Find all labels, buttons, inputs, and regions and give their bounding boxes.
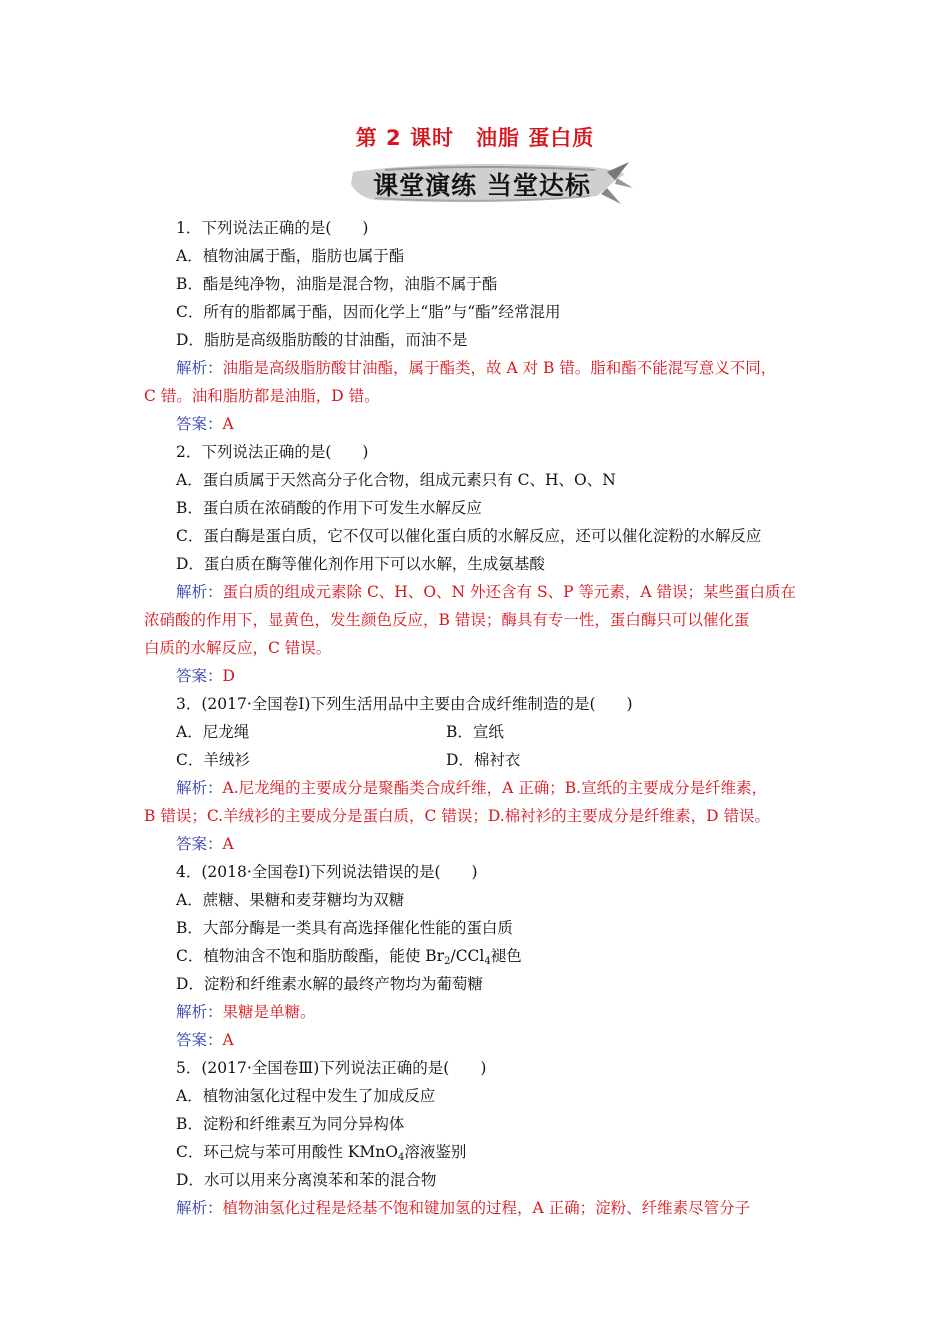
q5-option-c-text: 溶液鉴别 xyxy=(404,1143,467,1161)
subscript: 2 xyxy=(444,956,451,967)
q2-option-b: B．蛋白质在浓硝酸的作用下可发生水解反应 xyxy=(176,499,482,517)
q4-option-c-text: 褪色 xyxy=(490,947,522,965)
q2-option-d: D．蛋白质在酶等催化剂作用下可以水解，生成氨基酸 xyxy=(176,555,545,573)
section-banner-text: 课堂演练 当堂达标 xyxy=(373,171,591,200)
q5-stem: 5．(2017·全国卷Ⅲ)下列说法正确的是( ) xyxy=(176,1059,487,1077)
q5-option-d: D．水可以用来分离溴苯和苯的混合物 xyxy=(176,1171,437,1189)
analysis-label: 解析： xyxy=(176,583,223,601)
q2-analysis-cont: 浓硝酸的作用下，显黄色，发生颜色反应，B 错误；酶具有专一性，蛋白酶只可以催化蛋 xyxy=(144,611,750,629)
q3-analysis xyxy=(176,778,767,798)
q4-option-c-text: /CCl xyxy=(450,947,485,965)
q4-answer xyxy=(176,1030,234,1050)
q1-option-a: A．植物油属于酯，脂肪也属于酯 xyxy=(176,247,405,265)
q5-option-a: A．植物油氢化过程中发生了加成反应 xyxy=(176,1087,436,1105)
q4-analysis xyxy=(176,1002,316,1022)
analysis-label: 解析： xyxy=(176,1003,223,1021)
section-banner xyxy=(345,158,635,210)
answer-label: 答案： xyxy=(176,835,223,853)
q4-option-d: D．淀粉和纤维素水解的最终产物均为葡萄糖 xyxy=(176,975,483,993)
q1-answer xyxy=(176,414,234,434)
q2-analysis xyxy=(176,582,796,602)
q2-analysis-text: 蛋白质的组成元素除 C、H、O、N 外还含有 S、P 等元素，A 错误；某些蛋白质在 xyxy=(222,583,797,601)
analysis-label: 解析： xyxy=(176,779,223,797)
q1-option-d: D．脂肪是高级脂肪酸的甘油酯，而油不是 xyxy=(176,331,468,349)
subscript: 4 xyxy=(397,1152,405,1163)
q3-option-b: B．宣纸 xyxy=(446,723,504,741)
q3-option-d: D．棉衬衣 xyxy=(446,751,521,769)
q1-analysis xyxy=(176,358,776,378)
q3-analysis-text: A.尼龙绳的主要成分是聚酯类合成纤维，A 正确；B.宣纸的主要成分是纤维素， xyxy=(222,779,768,797)
q1-analysis-cont: C 错。油和脂肪都是油脂，D 错。 xyxy=(144,387,380,405)
q1-option-c: C．所有的脂都属于酯，因而化学上“脂”与“酯”经常混用 xyxy=(176,303,561,321)
q1-analysis-text: 油脂是高级脂肪酸甘油酯，属于酯类，故 A 对 B 错。脂和酯不能混写意义不同， xyxy=(222,359,777,377)
q5-analysis xyxy=(176,1198,750,1218)
q2-answer-value: D xyxy=(222,667,235,685)
q3-analysis-cont: B 错误；C.羊绒衫的主要成分是蛋白质，C 错误；D.棉衬衫的主要成分是纤维素，D 错误。 xyxy=(144,807,770,825)
analysis-label: 解析： xyxy=(176,1199,223,1217)
lesson-title: 第 2 课时 油脂 蛋白质 xyxy=(355,126,595,150)
q1-option-b: B．酯是纯净物，油脂是混合物，油脂不属于酯 xyxy=(176,275,498,293)
answer-label: 答案： xyxy=(176,415,223,433)
analysis-label: 解析： xyxy=(176,359,223,377)
q4-option-c-text: C．植物油含不饱和脂肪酸酯，能使 Br xyxy=(176,947,445,965)
q2-option-a: A．蛋白质属于天然高分子化合物，组成元素只有 C、H、O、N xyxy=(176,471,616,489)
q2-answer xyxy=(176,666,235,686)
q2-option-c: C．蛋白酶是蛋白质，它不仅可以催化蛋白质的水解反应，还可以催化淀粉的水解反应 xyxy=(176,527,762,545)
q4-analysis-text: 果糖是单糖。 xyxy=(222,1003,316,1021)
q3-option-c: C．羊绒衫 xyxy=(176,751,250,769)
q4-stem: 4．(2018·全国卷Ⅰ)下列说法错误的是( ) xyxy=(176,863,478,881)
q2-stem: 2．下列说法正确的是( ) xyxy=(176,443,369,461)
q3-answer xyxy=(176,834,234,854)
q5-option-c-text: C．环己烷与苯可用酸性 KMnO xyxy=(176,1143,398,1161)
q4-option-b: B．大部分酶是一类具有高选择催化性能的蛋白质 xyxy=(176,919,513,937)
q1-answer-value: A xyxy=(222,415,234,433)
subscript: 4 xyxy=(484,956,491,967)
q2-analysis-cont: 白质的水解反应，C 错误。 xyxy=(144,639,332,657)
q4-option-c xyxy=(176,946,522,972)
q3-option-a: A．尼龙绳 xyxy=(176,723,250,741)
q1-stem: 1．下列说法正确的是( ) xyxy=(176,219,369,237)
answer-label: 答案： xyxy=(176,1031,223,1049)
q5-option-c xyxy=(176,1142,466,1168)
answer-label: 答案： xyxy=(176,667,223,685)
q5-analysis-text: 植物油氢化过程是烃基不饱和键加氢的过程，A 正确；淀粉、纤维素尽管分子 xyxy=(222,1199,751,1217)
q3-answer-value: A xyxy=(222,835,234,853)
q5-option-b: B．淀粉和纤维素互为同分异构体 xyxy=(176,1115,405,1133)
q3-stem: 3．(2017·全国卷Ⅰ)下列生活用品中主要由合成纤维制造的是( ) xyxy=(176,695,633,713)
q4-option-a: A．蔗糖、果糖和麦芽糖均为双糖 xyxy=(176,891,405,909)
q4-answer-value: A xyxy=(222,1031,234,1049)
